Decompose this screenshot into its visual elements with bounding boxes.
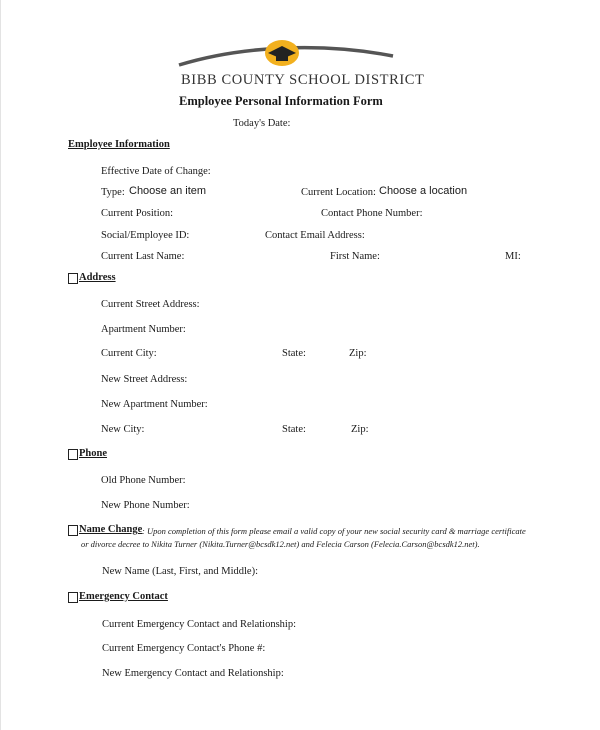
new-emergency-contact-label: New Emergency Contact and Relationship: [102,668,284,679]
employee-info-heading: Employee Information [68,139,170,150]
new-phone-label: New Phone Number: [101,500,190,511]
district-logo [171,38,401,72]
phone-heading: Phone [79,448,108,459]
type-label: Type: [101,187,125,198]
apartment-label: Apartment Number: [101,324,186,335]
state-label: State: [282,348,306,359]
todays-date-label: Today's Date: [233,118,291,129]
effective-date-label: Effective Date of Change: [101,166,211,177]
current-position-label: Current Position: [101,208,174,219]
zip-label: Zip: [349,348,367,359]
address-heading: Address [79,272,116,283]
current-city-label: Current City: [101,348,157,359]
new-state-label: State: [282,424,306,435]
new-street-label: New Street Address: [101,374,188,385]
contact-email-label: Contact Email Address: [265,230,365,241]
last-name-label: Current Last Name: [101,251,185,262]
current-location-select[interactable]: Choose a location [379,185,468,197]
mi-label: MI: [505,251,521,262]
social-id-label: Social/Employee ID: [101,230,190,241]
first-name-label: First Name: [330,251,380,262]
new-zip-label: Zip: [351,424,369,435]
type-select[interactable]: Choose an item [129,185,207,197]
new-apartment-label: New Apartment Number: [101,399,208,410]
new-name-label: New Name (Last, First, and Middle): [102,566,259,577]
phone-checkbox[interactable] [68,449,78,460]
name-change-checkbox[interactable] [68,525,78,536]
name-change-note-line2: or divorce decree to Nikita Turner (Nikita.Turner@bcsdk12.net) and Felecia Carson (Felecia.Carson@bcsdk12.net). [81,539,480,549]
name-change-heading: Name Change [79,524,143,535]
name-change-note-line1: : Upon completion of this form please email a valid copy of your new social security card & marriage certificate [142,526,526,536]
current-emergency-contact-label: Current Emergency Contact and Relationship: [102,619,297,630]
current-street-label: Current Street Address: [101,299,200,310]
new-city-label: New City: [101,424,145,435]
current-emergency-phone-label: Current Emergency Contact's Phone #: [102,643,266,654]
current-location-label: Current Location: [301,187,376,198]
emergency-heading: Emergency Contact [79,591,168,602]
district-name: BIBB COUNTY SCHOOL DISTRICT [181,72,425,88]
contact-phone-label: Contact Phone Number: [321,208,423,219]
form-title: Employee Personal Information Form [179,94,383,108]
address-checkbox[interactable] [68,273,78,284]
emergency-checkbox[interactable] [68,592,78,603]
old-phone-label: Old Phone Number: [101,475,186,486]
